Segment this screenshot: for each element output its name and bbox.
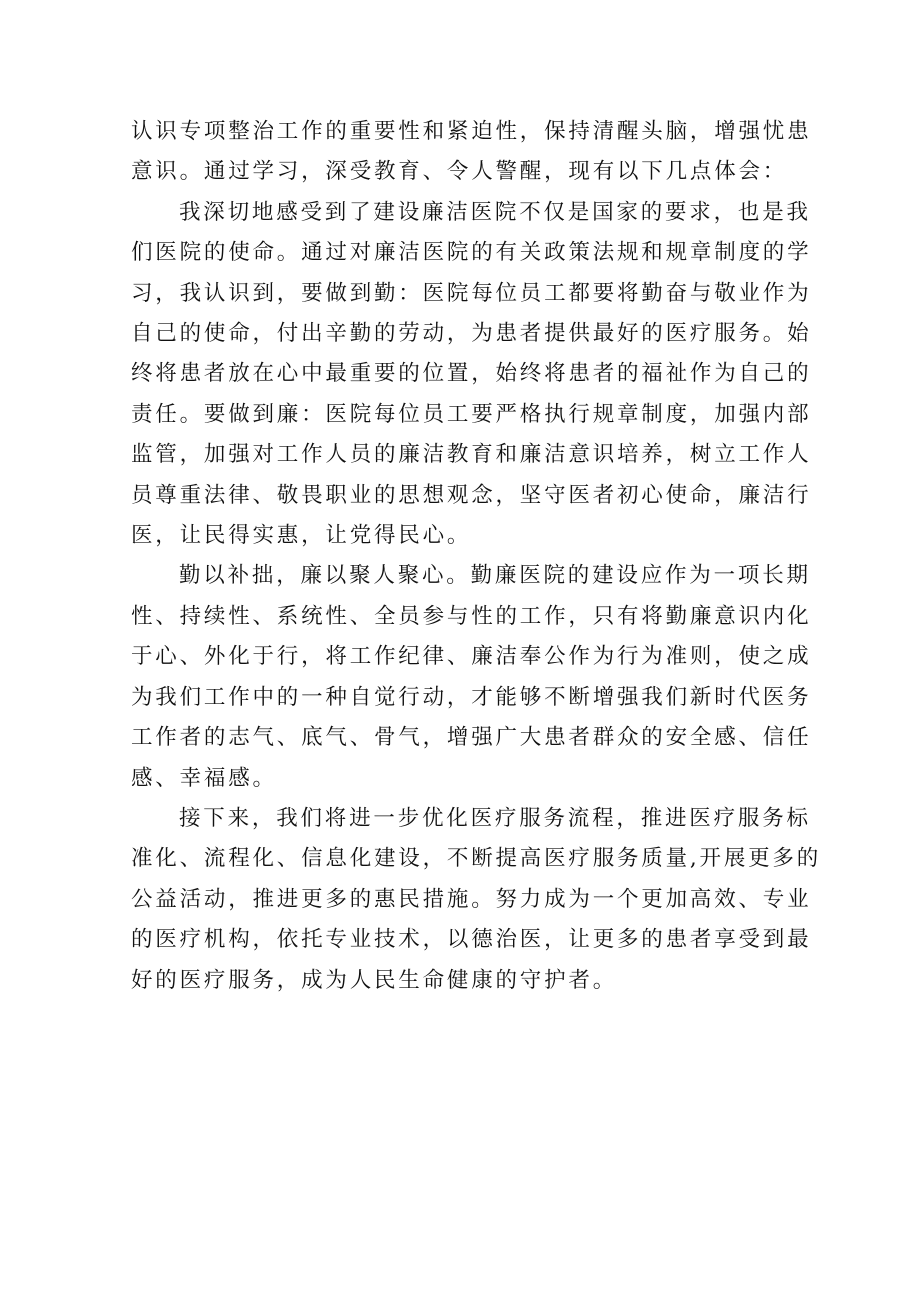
text-line: 责任。要做到廉：医院每位员工要严格执行规章制度，加强内部	[131, 401, 812, 427]
text-line: 工作者的志气、底气、骨气，增强广大患者群众的安全感、信任	[131, 725, 812, 751]
text-line: 们医院的使命。通过对廉洁医院的有关政策法规和规章制度的学	[131, 240, 812, 266]
text-line: 员尊重法律、敬畏职业的思想观念，坚守医者初心使命，廉洁行	[131, 482, 812, 508]
paragraph-1-continuation	[131, 112, 812, 193]
text-line: 于心、外化于行，将工作纪律、廉洁奉公作为行为准则，使之成	[131, 644, 812, 670]
paragraph-4-next-steps	[131, 799, 822, 1001]
text-line: 感、幸福感。	[131, 765, 277, 791]
text-line: 意识。通过学习，深受教育、令人警醒，现有以下几点体会：	[131, 159, 788, 185]
text-line-first: 勤以补拙，廉以聚人聚心。勤廉医院的建设应作为一项长期	[179, 563, 811, 589]
text-line: 认识专项整治工作的重要性和紧迫性，保持清醒头脑，增强忧患	[131, 119, 812, 144]
text-line: 自己的使命，付出辛勤的劳动，为患者提供最好的医疗服务。始	[131, 321, 812, 347]
text-line: 性、持续性、系统性、全员参与性的工作，只有将勤廉意识内化	[131, 603, 812, 629]
text-line: 的医疗机构，依托专业技术，以德治医，让更多的患者享受到最	[131, 927, 812, 953]
text-line: 习，我认识到，要做到勤：医院每位员工都要将勤奋与敬业作为	[131, 280, 812, 306]
text-line: 医，让民得实惠，让党得民心。	[131, 523, 472, 549]
paragraph-2-clean-hospital	[131, 193, 812, 557]
text-line: 公益活动，推进更多的惠民措施。努力成为一个更加高效、专业	[131, 886, 812, 912]
text-line: 监管，加强对工作人员的廉洁教育和廉洁意识培养，树立工作人	[131, 442, 812, 468]
text-line: 为我们工作中的一种自觉行动，才能够不断增强我们新时代医务	[131, 684, 812, 710]
text-line: 好的医疗服务，成为人民生命健康的守护者。	[131, 967, 618, 993]
text-line-first: 我深切地感受到了建设廉洁医院不仅是国家的要求，也是我	[179, 199, 811, 225]
text-line-first: 接下来，我们将进一步优化医疗服务流程，推进医疗服务标	[179, 805, 811, 831]
paragraph-3-diligence-integrity	[131, 556, 812, 798]
text-line: 终将患者放在心中最重要的位置，始终将患者的福祉作为自己的	[131, 361, 812, 387]
document-body	[131, 112, 822, 1001]
text-line: 准化、流程化、信息化建设，不断提高医疗服务质量,开展更多的	[131, 846, 822, 872]
